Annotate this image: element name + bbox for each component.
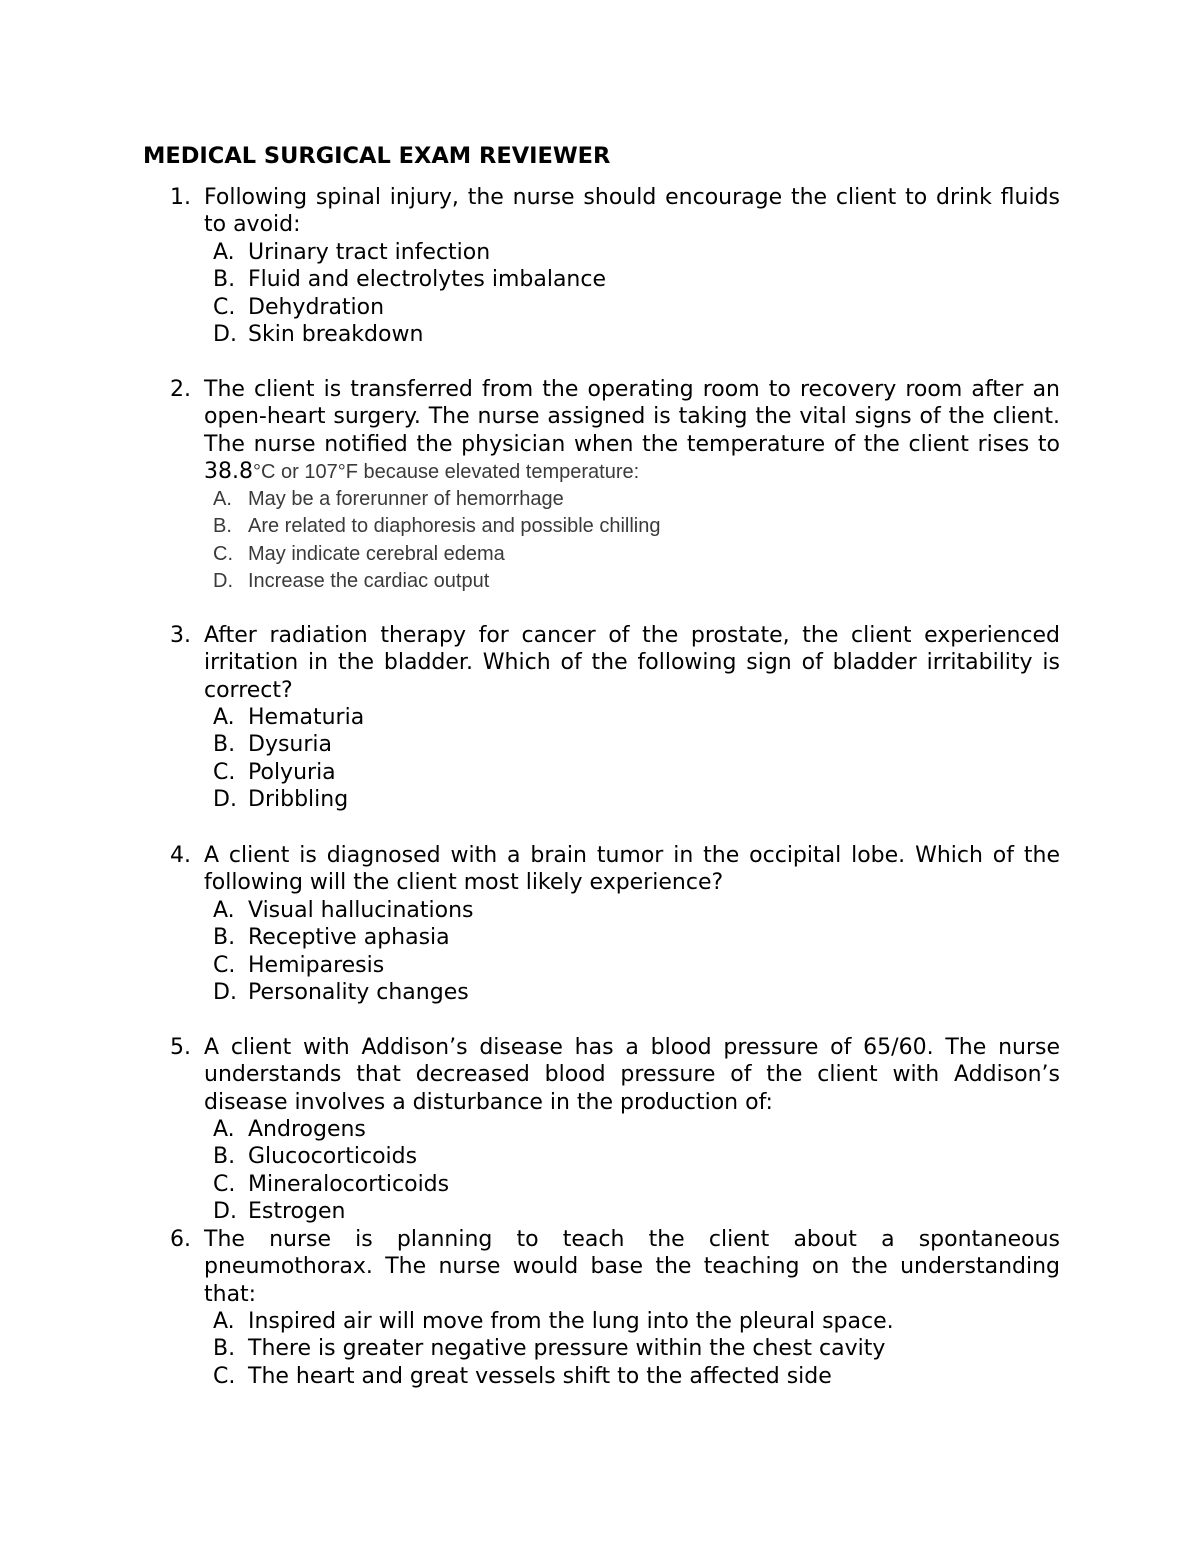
question-text: After radiation therapy for cancer of the prostate, the client experienced irritation in the bladder. Which of the following sign of bladder irritability is correct? <box>204 623 1060 703</box>
question-text: A client with Addison’s disease has a blood pressure of 65/60. The nurse understands that decreased blood pressure of the client with Addison’s disease involves a disturbance in the production of: <box>204 1035 1060 1115</box>
option-text: Are related to diaphoresis and possible chilling <box>248 515 661 538</box>
question-text-tail: °C or 107°F because elevated temperature: <box>252 461 640 484</box>
question-text: A client is diagnosed with a brain tumor in the occipital lobe. Which of the following will the client most likely experience? <box>204 843 1060 896</box>
option-letter: A. <box>213 1117 235 1142</box>
option-text: Fluid and electrolytes imbalance <box>248 267 606 293</box>
option-letter: B. <box>213 1336 236 1362</box>
question-number: 1. <box>170 185 191 210</box>
option-letter: B. <box>213 1144 236 1170</box>
option-letter: A. <box>213 488 232 510</box>
question-text: The nurse is planning to teach the client about a spontaneous pneumothorax. The nurse would base the teaching on the understanding that: <box>204 1227 1060 1307</box>
option-text: Mineralocorticoids <box>248 1171 450 1197</box>
option-letter: B. <box>213 732 236 758</box>
option-text: Skin breakdown <box>248 322 424 348</box>
option-text: Receptive aphasia <box>248 925 450 951</box>
option-text: There is greater negative pressure within the chest cavity <box>248 1336 886 1362</box>
option-letter: C. <box>213 1363 236 1389</box>
option-letter: B. <box>213 925 236 951</box>
option-letter: C. <box>213 952 236 978</box>
question-text <box>204 376 1060 487</box>
option-text: Hematuria <box>248 705 365 730</box>
question-number: 2. <box>170 377 191 402</box>
option-letter: A. <box>213 705 235 730</box>
document-title: MEDICAL SURGICAL EXAM REVIEWER <box>143 143 611 169</box>
option-text: Polyuria <box>248 759 336 785</box>
option-text: Urinary tract infection <box>248 240 491 265</box>
option-text: Dysuria <box>248 732 333 758</box>
option-text: May be a forerunner of hemorrhage <box>248 488 564 510</box>
option-letter: A. <box>213 1309 235 1334</box>
option-letter: A. <box>213 240 235 265</box>
question-text: Following spinal injury, the nurse should encourage the client to drink fluids to avoid: <box>204 185 1060 238</box>
option-letter: A. <box>213 898 235 923</box>
question-text-main: The client is transferred from the operating room to recovery room after an open-heart surgery. The nurse assigned is taking the vital signs of the client. The nurse notified the physician when the temperature of the client rises to 38.8 <box>204 377 1060 485</box>
option-letter: D. <box>213 1199 237 1225</box>
option-letter: C. <box>213 1171 236 1197</box>
question-number: 6. <box>170 1227 191 1252</box>
question-number: 5. <box>170 1035 191 1060</box>
option-letter: D. <box>213 980 237 1006</box>
option-text: Dribbling <box>248 787 349 813</box>
option-text: May indicate cerebral edema <box>248 542 505 565</box>
option-letter: D. <box>213 322 237 348</box>
option-letter: B. <box>213 267 236 293</box>
option-letter: D. <box>213 787 237 813</box>
option-text: Increase the cardiac output <box>248 570 490 593</box>
option-letter: B. <box>213 515 232 538</box>
option-letter: C. <box>213 542 233 565</box>
question-number: 3. <box>170 623 191 648</box>
option-letter: C. <box>213 294 236 320</box>
option-letter: C. <box>213 759 236 785</box>
option-text: Hemiparesis <box>248 952 385 978</box>
option-text: Dehydration <box>248 294 385 320</box>
option-text: Inspired air will move from the lung into the pleural space. <box>248 1309 894 1334</box>
question-number: 4. <box>170 843 191 868</box>
option-letter: D. <box>213 570 233 593</box>
option-text: Glucocorticoids <box>248 1144 418 1170</box>
option-text: Visual hallucinations <box>248 898 474 923</box>
option-text: Estrogen <box>248 1199 346 1225</box>
option-text: Personality changes <box>248 980 469 1006</box>
option-text: Androgens <box>248 1117 366 1142</box>
option-text: The heart and great vessels shift to the affected side <box>248 1363 832 1389</box>
